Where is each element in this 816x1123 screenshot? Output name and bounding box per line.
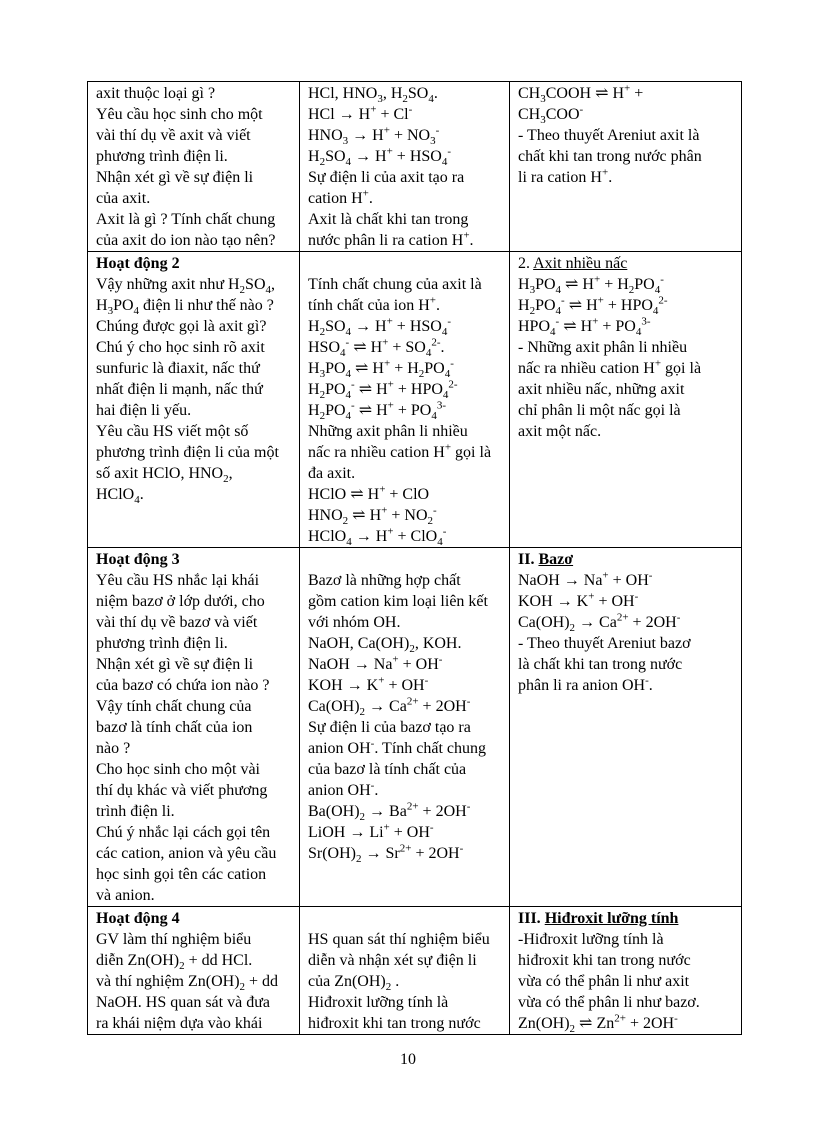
content-cell — [510, 82, 742, 252]
cell-line: là chất khi tan trong nước — [518, 656, 683, 673]
cell-line: bazơ là tính chất của ion — [96, 719, 253, 736]
cell-line: $H_3PO_4$ ⇌ $H^+ + H_2PO_4^-$ — [518, 273, 664, 297]
cell-line: Cho học sinh cho một vài — [96, 761, 260, 778]
cell-line: của bazơ là tính chất của — [308, 761, 467, 778]
cell-line: - Theo thuyết Areniut axit là — [518, 127, 700, 144]
cell-line: phương trình điện li. — [96, 635, 228, 652]
cell-line — [308, 908, 502, 929]
cell-line: 2. Axit nhiều nấc — [518, 255, 628, 272]
cell-line: Axit là chất khi tan trong — [308, 211, 469, 228]
cell-line: thí dụ khác và viết phương — [96, 782, 268, 799]
cell-line: $HPO_4^-$ ⇌ $H^+ + PO_4^{3-}$ — [518, 315, 651, 339]
cell-line: Nhận xét gì về sự điện li — [96, 169, 254, 186]
cell-line: NaOH, $Ca(OH)_2$, KOH. — [308, 635, 462, 656]
cell-line: của $Zn(OH)_2$ . — [308, 973, 400, 994]
cell-line: diễn $Zn(OH)_2$ + dd HCl. — [96, 952, 253, 973]
cell-line: hiđroxit khi tan trong nước — [308, 1015, 481, 1032]
page-number: 10 — [400, 1051, 416, 1068]
cell-line: chất khi tan trong nước phân — [518, 148, 702, 165]
cell-line: $Ca(OH)_2 \to Ca^{2+} + 2OH^-$ — [518, 611, 681, 635]
table-row — [88, 82, 742, 252]
cell-line: niệm bazơ ở lớp dưới, cho — [96, 593, 265, 610]
cell-line: nào ? — [96, 740, 131, 757]
cell-line: vài thí dụ về axit và viết — [96, 127, 251, 144]
content-cell — [510, 252, 742, 548]
cell-line — [308, 549, 502, 570]
cell-line: vài thí dụ về bazơ và viết — [96, 614, 258, 631]
cell-line: Yêu cầu HS viết một số — [96, 423, 249, 440]
cell-line: với nhóm OH. — [308, 614, 401, 631]
cell-line: KOH → K+ + OH- — [308, 674, 429, 694]
cell-line: III. Hiđroxit lưỡng tính — [518, 910, 679, 927]
cell-line: diễn và nhận xét sự điện li — [308, 952, 477, 969]
cell-line: $H_2SO_4 \to H^+ + HSO_4^-$ — [308, 315, 451, 339]
student-activity-cell — [300, 548, 510, 907]
cell-line: chỉ phân li một nấc gọi là — [518, 402, 681, 419]
cell-line — [96, 505, 292, 526]
cell-line: vừa có thể phân li như axit — [518, 973, 690, 990]
cell-line — [308, 253, 502, 274]
cell-line: HClO$_4$. — [96, 486, 144, 507]
cell-line: axit nhiều nấc, những axit — [518, 381, 685, 398]
cell-line: phương trình điện li. — [96, 148, 228, 165]
cell-line: HCl → H+ + Cl- — [308, 103, 413, 123]
teacher-activity-cell — [88, 252, 300, 548]
cell-line: NaOH → Na+ + OH- — [518, 569, 653, 589]
cell-line: KOH → K+ + OH- — [518, 590, 639, 610]
cell-line: số axit HClO, $HNO_2$, — [96, 465, 233, 486]
table-row — [88, 548, 742, 907]
cell-line: nước phân li ra cation H+. — [308, 229, 474, 249]
student-activity-cell — [300, 82, 510, 252]
cell-line: HCl, $HNO_3$, $H_2SO_4$. — [308, 85, 438, 106]
cell-line: HClO$_4$ → H+ + ClO$_4$- — [308, 525, 447, 549]
cell-line: cation H+. — [308, 187, 373, 207]
table-row — [88, 907, 742, 1035]
cell-line: $HNO_3 \to H^+ + NO_3^-$ — [308, 124, 440, 148]
lesson-table — [87, 81, 742, 1035]
cell-line: Bazơ là những hợp chất — [308, 572, 461, 589]
cell-line: phân li ra anion OH-. — [518, 674, 653, 694]
cell-line: và anion. — [96, 887, 155, 904]
cell-line: phương trình điện li của một — [96, 444, 279, 461]
cell-line: $HSO_4^-$ ⇌ $H^+ + SO_4^{2-}$. — [308, 336, 445, 360]
cell-line — [96, 526, 292, 547]
cell-line: GV làm thí nghiệm biểu — [96, 931, 252, 948]
cell-line: Chúng được gọi là axit gì? — [96, 318, 267, 335]
cell-line: $H_2PO_4^-$ ⇌ $H^+ + HPO_4^{2-}$ — [518, 294, 668, 318]
cell-line: trình điện li. — [96, 803, 175, 820]
cell-line: $HNO_2$ ⇌ $H^+ + NO_2^-$ — [308, 504, 437, 528]
cell-line: Vậy những axit như $H_2SO_4$, — [96, 276, 275, 297]
cell-line: $Ca(OH)_2 \to Ca^{2+} + 2OH^-$ — [308, 695, 471, 719]
cell-line: - Theo thuyết Areniut bazơ — [518, 635, 691, 652]
cell-line: học sinh gọi tên các cation — [96, 866, 267, 883]
cell-line: $H_2PO_4^-$ ⇌ $H^+ + HPO_4^{2-}$ — [308, 378, 458, 402]
cell-line: LiOH → Li+ + OH- — [308, 821, 434, 841]
cell-line: $Zn(OH)_2$ ⇌ $Zn^{2+} + 2OH^-$ — [518, 1012, 678, 1036]
cell-line: HS quan sát thí nghiệm biểu — [308, 931, 490, 948]
student-activity-cell — [300, 907, 510, 1035]
cell-line: của axit. — [96, 190, 151, 207]
cell-line — [518, 230, 734, 251]
cell-line: $CH_3COOH$ ⇌ H+ + — [518, 82, 644, 106]
cell-line: $Sr(OH)_2 \to Sr^{2+} + 2OH^-$ — [308, 842, 464, 866]
cell-line: Sự điện li của axit tạo ra — [308, 169, 465, 186]
cell-line: của axit do ion nào tạo nên? — [96, 232, 276, 249]
cell-line: - Những axit phân li nhiều — [518, 339, 688, 356]
cell-line: $CH_3COO^-$ — [518, 103, 584, 127]
teacher-activity-cell — [88, 548, 300, 907]
content-cell — [510, 907, 742, 1035]
cell-line: hai điện li yếu. — [96, 402, 192, 419]
cell-line: Hiđroxit lưỡng tính là — [308, 994, 449, 1011]
cell-line: nấc ra nhiều cation H+ gọi là — [518, 357, 702, 377]
cell-line: các cation, anion và yêu cầu — [96, 845, 277, 862]
cell-line: Yêu cầu học sinh cho một — [96, 106, 263, 123]
cell-line: đa axit. — [308, 465, 356, 482]
cell-line: HClO ⇌ H+ + ClO — [308, 483, 430, 503]
student-activity-cell — [300, 252, 510, 548]
cell-line: nhất điện li mạnh, nấc thứ — [96, 381, 263, 398]
cell-line: gồm cation kim loại liên kết — [308, 593, 488, 610]
cell-line: II. Bazơ — [518, 551, 574, 568]
cell-line: axit thuộc loại gì ? — [96, 85, 216, 102]
cell-line: $H_2PO_4^-$ ⇌ $H^+ + PO_4^{3-}$ — [308, 399, 447, 423]
content-cell — [510, 548, 742, 907]
cell-line: anion OH-. — [308, 779, 379, 799]
cell-line: của bazơ có chứa ion nào ? — [96, 677, 270, 694]
cell-line: và thí nghiệm $Zn(OH)_2$ + dd — [96, 973, 279, 994]
cell-line: $Ba(OH)_2 \to Ba^{2+} + 2OH^-$ — [308, 800, 471, 824]
cell-line: Hoạt động 4 — [96, 910, 180, 927]
cell-line: nấc ra nhiều cation H+ gọi là — [308, 441, 492, 461]
cell-line: sunfuric là điaxit, nấc thứ — [96, 360, 260, 377]
cell-line: li ra cation H+. — [518, 166, 613, 186]
teacher-activity-cell — [88, 82, 300, 252]
teacher-activity-cell — [88, 907, 300, 1035]
cell-line: NaOH. HS quan sát và đưa — [96, 994, 270, 1011]
cell-line: Axit là gì ? Tính chất chung — [96, 211, 276, 228]
cell-line: $H_3PO_4$ ⇌ $H^+ + H_2PO_4^-$ — [308, 357, 454, 381]
cell-line: hiđroxit khi tan trong nước — [518, 952, 691, 969]
cell-line — [518, 188, 734, 209]
cell-line: Chú ý nhắc lại cách gọi tên — [96, 824, 271, 841]
cell-line: Chú ý cho học sinh rõ axit — [96, 339, 265, 356]
cell-line: vừa có thể phân li như bazơ. — [518, 994, 700, 1011]
table-row — [88, 252, 742, 548]
cell-line: ra khái niệm dựa vào khái — [96, 1015, 263, 1032]
cell-line: Yêu cầu HS nhắc lại khái — [96, 572, 260, 589]
cell-line: Hoạt động 2 — [96, 255, 180, 272]
cell-line: Sự điện li của bazơ tạo ra — [308, 719, 471, 736]
cell-line — [518, 209, 734, 230]
cell-line: anion OH-. Tính chất chung — [308, 737, 487, 757]
cell-line: tính chất của ion H+. — [308, 294, 440, 314]
cell-line: $H_2SO_4 \to H^+ + HSO_4^-$ — [308, 145, 451, 169]
cell-line: Vậy tính chất chung của — [96, 698, 252, 715]
cell-line: Hoạt động 3 — [96, 551, 180, 568]
cell-line: -Hiđroxit lưỡng tính là — [518, 931, 664, 948]
cell-line: Những axit phân li nhiều — [308, 423, 468, 440]
cell-line: axit một nấc. — [518, 423, 602, 440]
cell-line: NaOH → Na+ + OH- — [308, 653, 443, 673]
lesson-table-body — [88, 82, 742, 1035]
cell-line: Tính chất chung của axit là — [308, 276, 482, 293]
cell-line: $H_3PO_4$ điện li như thế nào ? — [96, 297, 274, 318]
cell-line: Nhận xét gì về sự điện li — [96, 656, 254, 673]
